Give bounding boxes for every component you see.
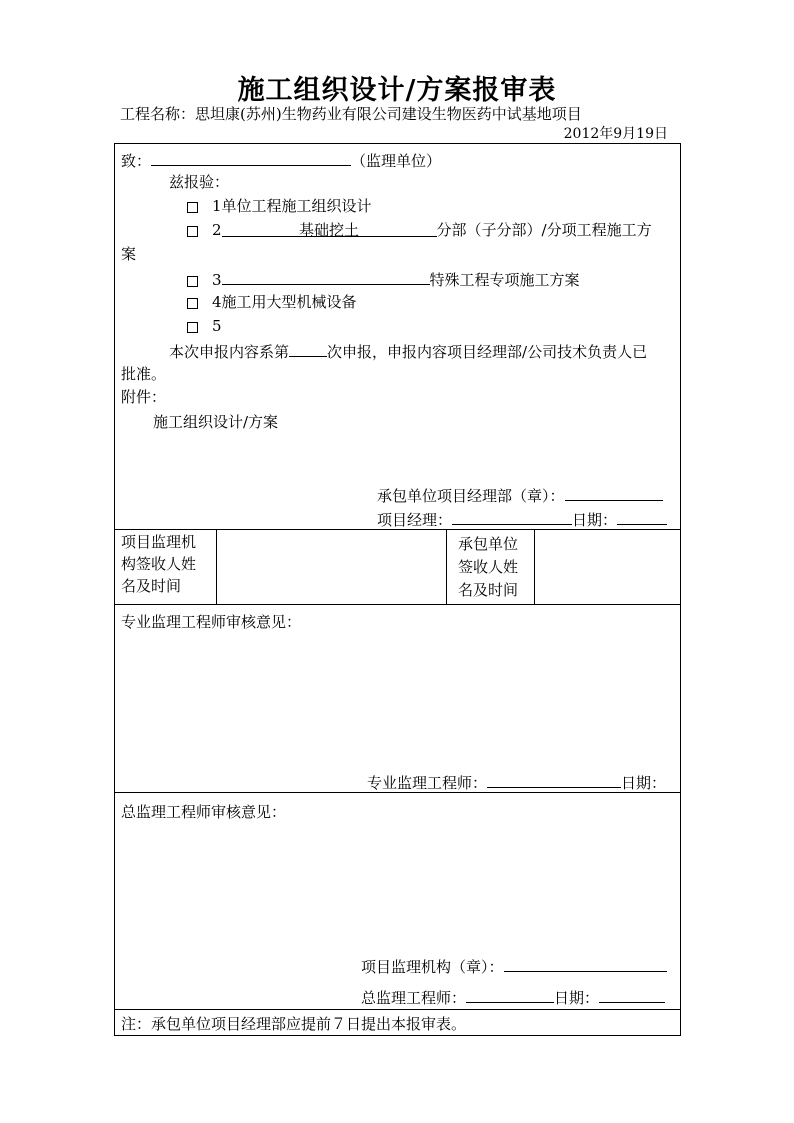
- pm-line: 项目经理： 日期：: [377, 508, 667, 530]
- to-line: 致： （监理单位）: [121, 149, 441, 171]
- declaration-line: 本次申报内容系第 次申报，申报内容项目经理部/公司技术负责人已: [169, 340, 647, 362]
- option-2-wrap: 案: [121, 245, 137, 263]
- divider: [216, 529, 217, 604]
- attachment-label: 附件：: [121, 388, 167, 406]
- divider: [115, 1009, 680, 1010]
- checkbox[interactable]: [187, 322, 198, 333]
- sub-project-field[interactable]: 基础挖土: [222, 220, 437, 237]
- intro-text: 兹报验：: [169, 173, 230, 191]
- option-3: 3 特殊工程专项施工方案: [187, 268, 580, 290]
- supervisor-receiver-label: 项目监理机 构签收人姓 名及时间: [121, 533, 197, 595]
- contractor-seal-line: 承包单位项目经理部（章）：: [377, 484, 663, 506]
- supervisor-unit-field[interactable]: [151, 149, 351, 166]
- special-project-field[interactable]: [222, 268, 430, 285]
- chief-seal-field[interactable]: [504, 955, 667, 972]
- attachment-item: 施工组织设计/方案: [153, 413, 279, 431]
- engineer-sign-field[interactable]: [487, 771, 621, 788]
- checkbox[interactable]: [187, 276, 198, 287]
- pm-date-field[interactable]: [617, 508, 667, 525]
- contractor-receiver-label: 承包单位 签收人姓 名及时间: [458, 535, 519, 599]
- submission-count-field[interactable]: [289, 340, 327, 357]
- divider: [534, 529, 535, 604]
- checkbox[interactable]: [187, 202, 198, 213]
- form-table: [114, 143, 681, 1036]
- option-4: 4施工用大型机械设备: [187, 292, 357, 312]
- chief-sign-field[interactable]: [466, 986, 554, 1003]
- engineer-review-label: 专业监理工程师审核意见：: [121, 613, 302, 631]
- declaration-wrap: 批准。: [121, 365, 167, 383]
- project-name: 工程名称：思坦康(苏州)生物药业有限公司建设生物医药中试基地项目: [120, 105, 582, 123]
- option-1: 1单位工程施工组织设计: [187, 196, 372, 216]
- option-5: 5: [187, 316, 222, 336]
- chief-review-label: 总监理工程师审核意见：: [121, 803, 287, 821]
- engineer-sign-line: 专业监理工程师： 日期：: [367, 771, 666, 793]
- chief-sign-line: 总监理工程师： 日期：: [361, 986, 665, 1008]
- checkbox[interactable]: [187, 298, 198, 309]
- form-date: 2012年9月19日: [563, 126, 668, 142]
- contractor-seal-field[interactable]: [565, 484, 663, 501]
- option-2: 2 基础挖土 分部（子分部）/分项工程施工方: [187, 220, 652, 240]
- pm-field[interactable]: [452, 508, 572, 525]
- footer-note: 注：承包单位项目经理部应提前７日提出本报审表。: [121, 1015, 467, 1033]
- divider: [115, 604, 680, 605]
- chief-date-field[interactable]: [599, 986, 665, 1003]
- chief-seal-line: 项目监理机构（章）：: [361, 955, 667, 977]
- checkbox[interactable]: [187, 226, 198, 237]
- divider: [446, 529, 447, 604]
- form-title: 施工组织设计/方案报审表: [237, 75, 557, 106]
